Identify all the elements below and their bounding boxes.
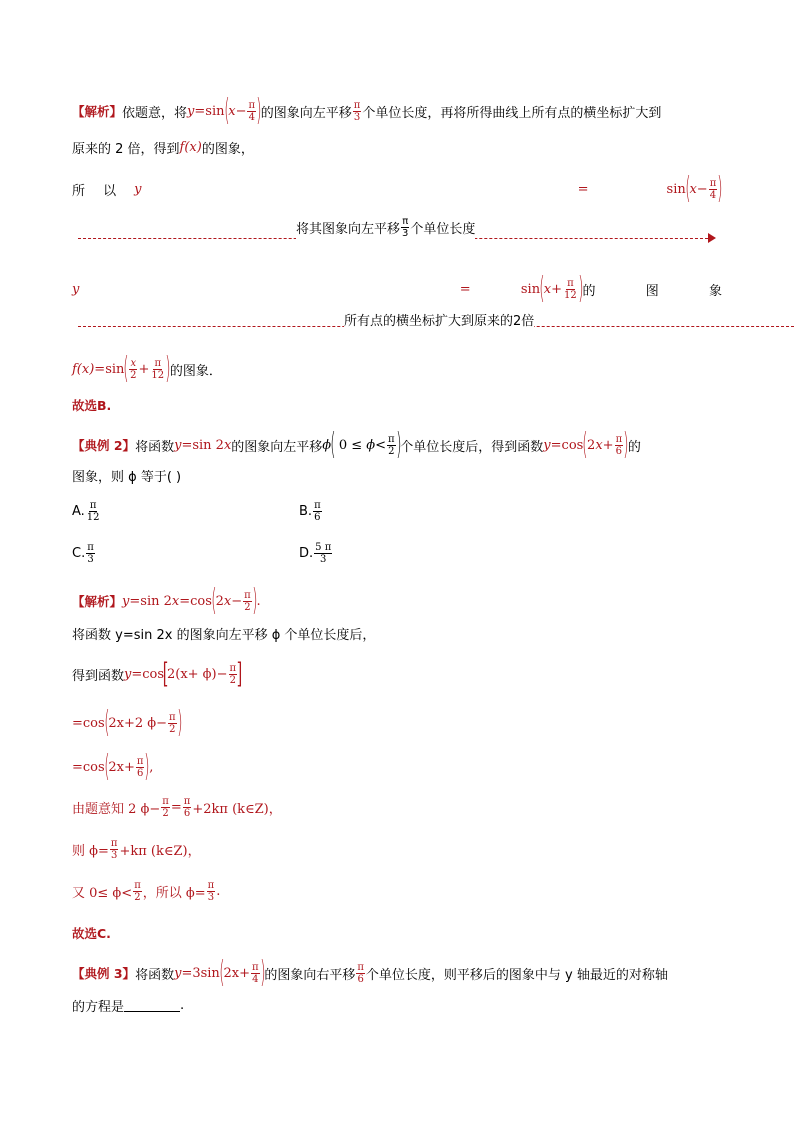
example-3-line-1: 【典例 3】 将函数 y =3sin ( 2x+ $\frac{\pi}{4}$ ) 的图象向右平移 π 6 个单位长度，则平移后的图象中与 y 轴最近的对称轴	[72, 955, 668, 990]
result-line: f(x) =sin ( x 2 + $\frac{\pi}{12}$ ) 的图象．	[72, 351, 222, 386]
arrow-label-2: 所有点的横坐标扩大到原来的2倍	[344, 310, 534, 329]
fraction: $\frac{\pi}{12}$	[151, 357, 165, 381]
solution-2-line-3: 得到函数 y =cos [ 2(x+ ϕ)− $\frac{\pi}{2}$ ]	[72, 657, 243, 690]
fraction: $\frac{\pi}{4}$	[248, 99, 256, 123]
option-a[interactable]: A. π 12	[72, 500, 100, 523]
answer-blank[interactable]	[124, 999, 180, 1012]
fraction: π 2	[387, 433, 395, 457]
justified-line-1: 所 以 y = sin ( x − $\frac{\pi}{4}$ )	[72, 171, 723, 206]
answer-1: 故选B.	[72, 398, 112, 413]
solution-2-line-1: 【解析】 y =sin 2 x =cos ( 2 x − $\frac{\pi}{2}$ ) .	[72, 583, 261, 618]
example-2-line-2: 图象，则 ϕ 等于( )	[72, 470, 182, 485]
example-2-line-1: 【典例 2】 将函数 y =sin 2 x 的图象向左平移 ϕ ( 0 ≤ ϕ < π 2 ) 个单位长度后，得到函数 y =cos ( 2 x + $\frac{\pi}{6}$ ) 的	[72, 427, 641, 462]
solution-2-line-2: 将函数 y=sin 2x 的图象向左平移 ϕ 个单位长度后，	[72, 628, 376, 643]
arrow-head-icon	[708, 233, 716, 243]
example-3-line-2: 的方程是 .	[72, 998, 185, 1015]
solution-line-2: 原来的 2 倍，得到 f(x) 的图象，	[72, 140, 254, 157]
justified-line-2: y = sin ( x + $\frac{\pi}{12}$ ) 的 图 象	[72, 271, 722, 306]
fraction: $\frac{\pi}{12}$	[564, 277, 577, 301]
option-c[interactable]: C. π 3	[72, 542, 94, 565]
fraction: $\frac{\pi}{6}$	[615, 433, 623, 457]
option-b[interactable]: B. π 6	[299, 500, 321, 523]
arrow-label-1: 将其图象向左平移 π 3 个单位长度	[296, 216, 476, 239]
fraction: $\frac{\pi}{4}$	[709, 177, 717, 201]
solution-2-line-6: 由题意知 2 ϕ− $\frac{\pi}{2}$ = $\frac{\pi}{6}$ +2kπ (k∈Z)，	[72, 796, 282, 819]
option-d[interactable]: D. 5 π 3	[299, 542, 332, 565]
solution-2-line-8: 又 0≤ ϕ< π 2 ，所以 ϕ= $\frac{\pi}{3}$ .	[72, 880, 221, 903]
answer-2: 故选C.	[72, 926, 111, 941]
solution-2-line-5: =cos ( 2x+ $\frac{\pi}{6}$ ) ,	[72, 749, 154, 784]
solution-2-line-7: 则 ϕ= $\frac{\pi}{3}$ +kπ (k∈Z)，	[72, 838, 201, 861]
solution-2-line-4: =cos ( 2x+2 ϕ− $\frac{\pi}{2}$ )	[72, 705, 183, 740]
fraction: π 3	[353, 99, 361, 123]
fraction: x 2	[130, 357, 137, 381]
solution-line-1: 【解析】 依题意，将 y =sin ( x − $\frac{\pi}{4}$ ) 的图象向左平移 π 3 个单位长度，再将所得曲线上所有点的横坐标扩大到	[72, 93, 662, 128]
analysis-tag: 【解析】	[72, 104, 123, 119]
